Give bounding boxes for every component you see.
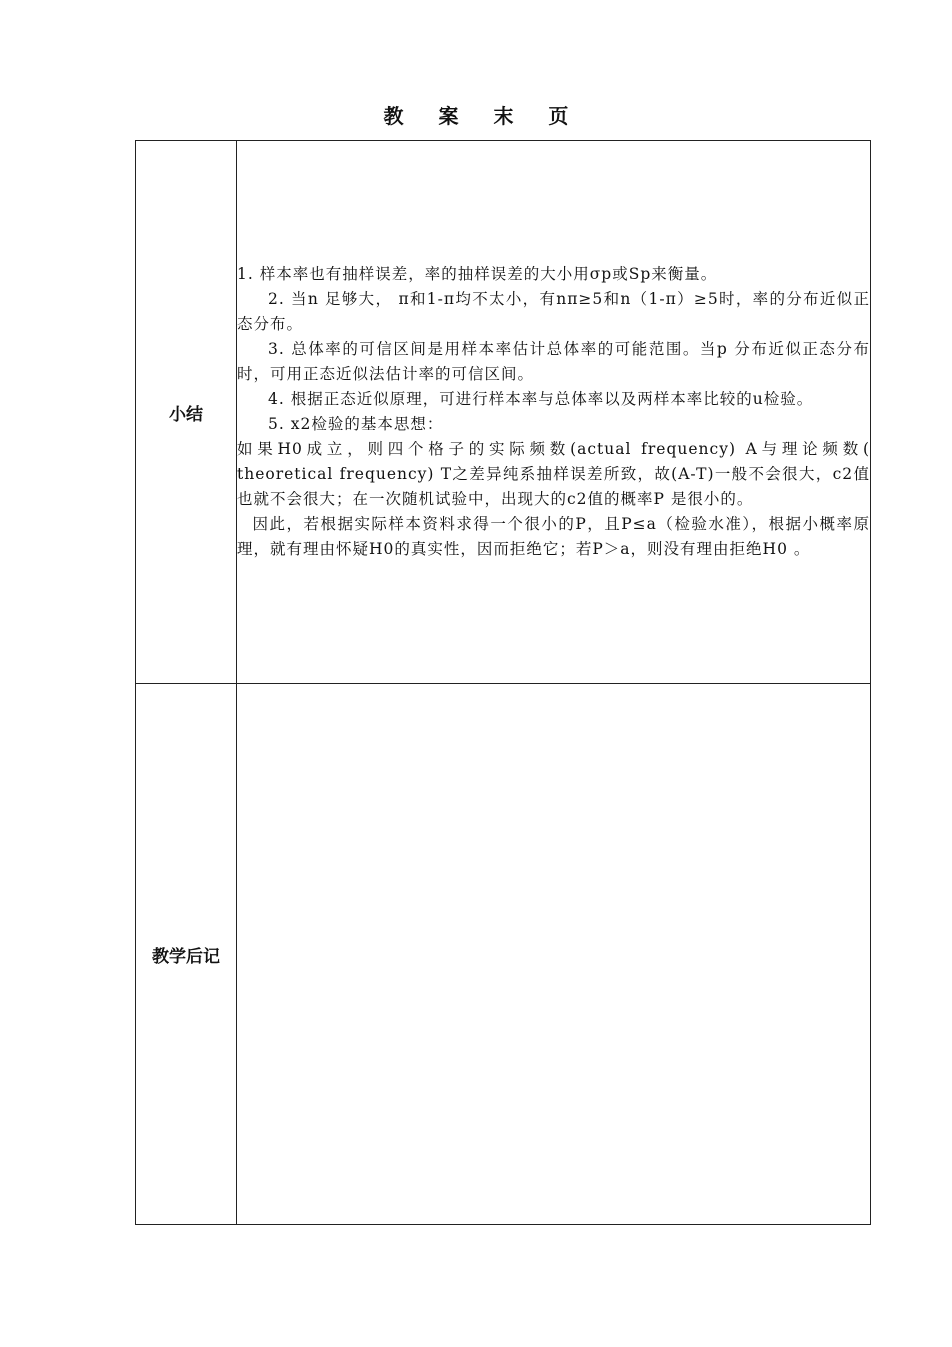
summary-content <box>237 141 871 684</box>
summary-point-5: 5. x2检验的基本思想： <box>268 415 444 433</box>
lesson-plan-table <box>135 140 871 1225</box>
reflection-content <box>237 684 871 1225</box>
reflection-label: 教学后记 <box>136 684 237 1225</box>
reflection-row <box>136 684 871 1225</box>
summary-point-1: 1. 样本率也有抽样误差，率的抽样误差的大小用σp或Sp来衡量。 <box>237 265 718 283</box>
summary-chi-square-explanation: 如果H0成立，则四个格子的实际频数(actual frequency) A与理论频数( theoretical frequency) T之差异纯系抽样误差所致，故(A-T)一般不会很大，c2值也就不会很大；在一次随机试验中，出现大的c2值的概率P 是很小的。 <box>237 440 870 508</box>
summary-label: 小结 <box>136 141 237 684</box>
summary-point-3: 3. 总体率的可信区间是用样本率估计总体率的可能范围。当p 分布近似正态分布时，可用正态近似法估计率的可信区间。 <box>237 340 870 383</box>
page-title: 教 案 末 页 <box>383 104 583 128</box>
summary-conclusion: 因此，若根据实际样本资料求得一个很小的P，且P≤a（检验水准），根据小概率原理，就有理由怀疑H0的真实性，因而拒绝它；若P＞a，则没有理由拒绝H0 。 <box>237 515 870 558</box>
summary-row <box>136 141 871 684</box>
summary-point-2: 2. 当n 足够大， π和1-π均不太小，有nπ≥5和n（1-π）≥5时，率的分布近似正态分布。 <box>237 290 870 333</box>
summary-point-4: 4. 根据正态近似原理，可进行样本率与总体率以及两样本率比较的u检验。 <box>268 390 814 408</box>
